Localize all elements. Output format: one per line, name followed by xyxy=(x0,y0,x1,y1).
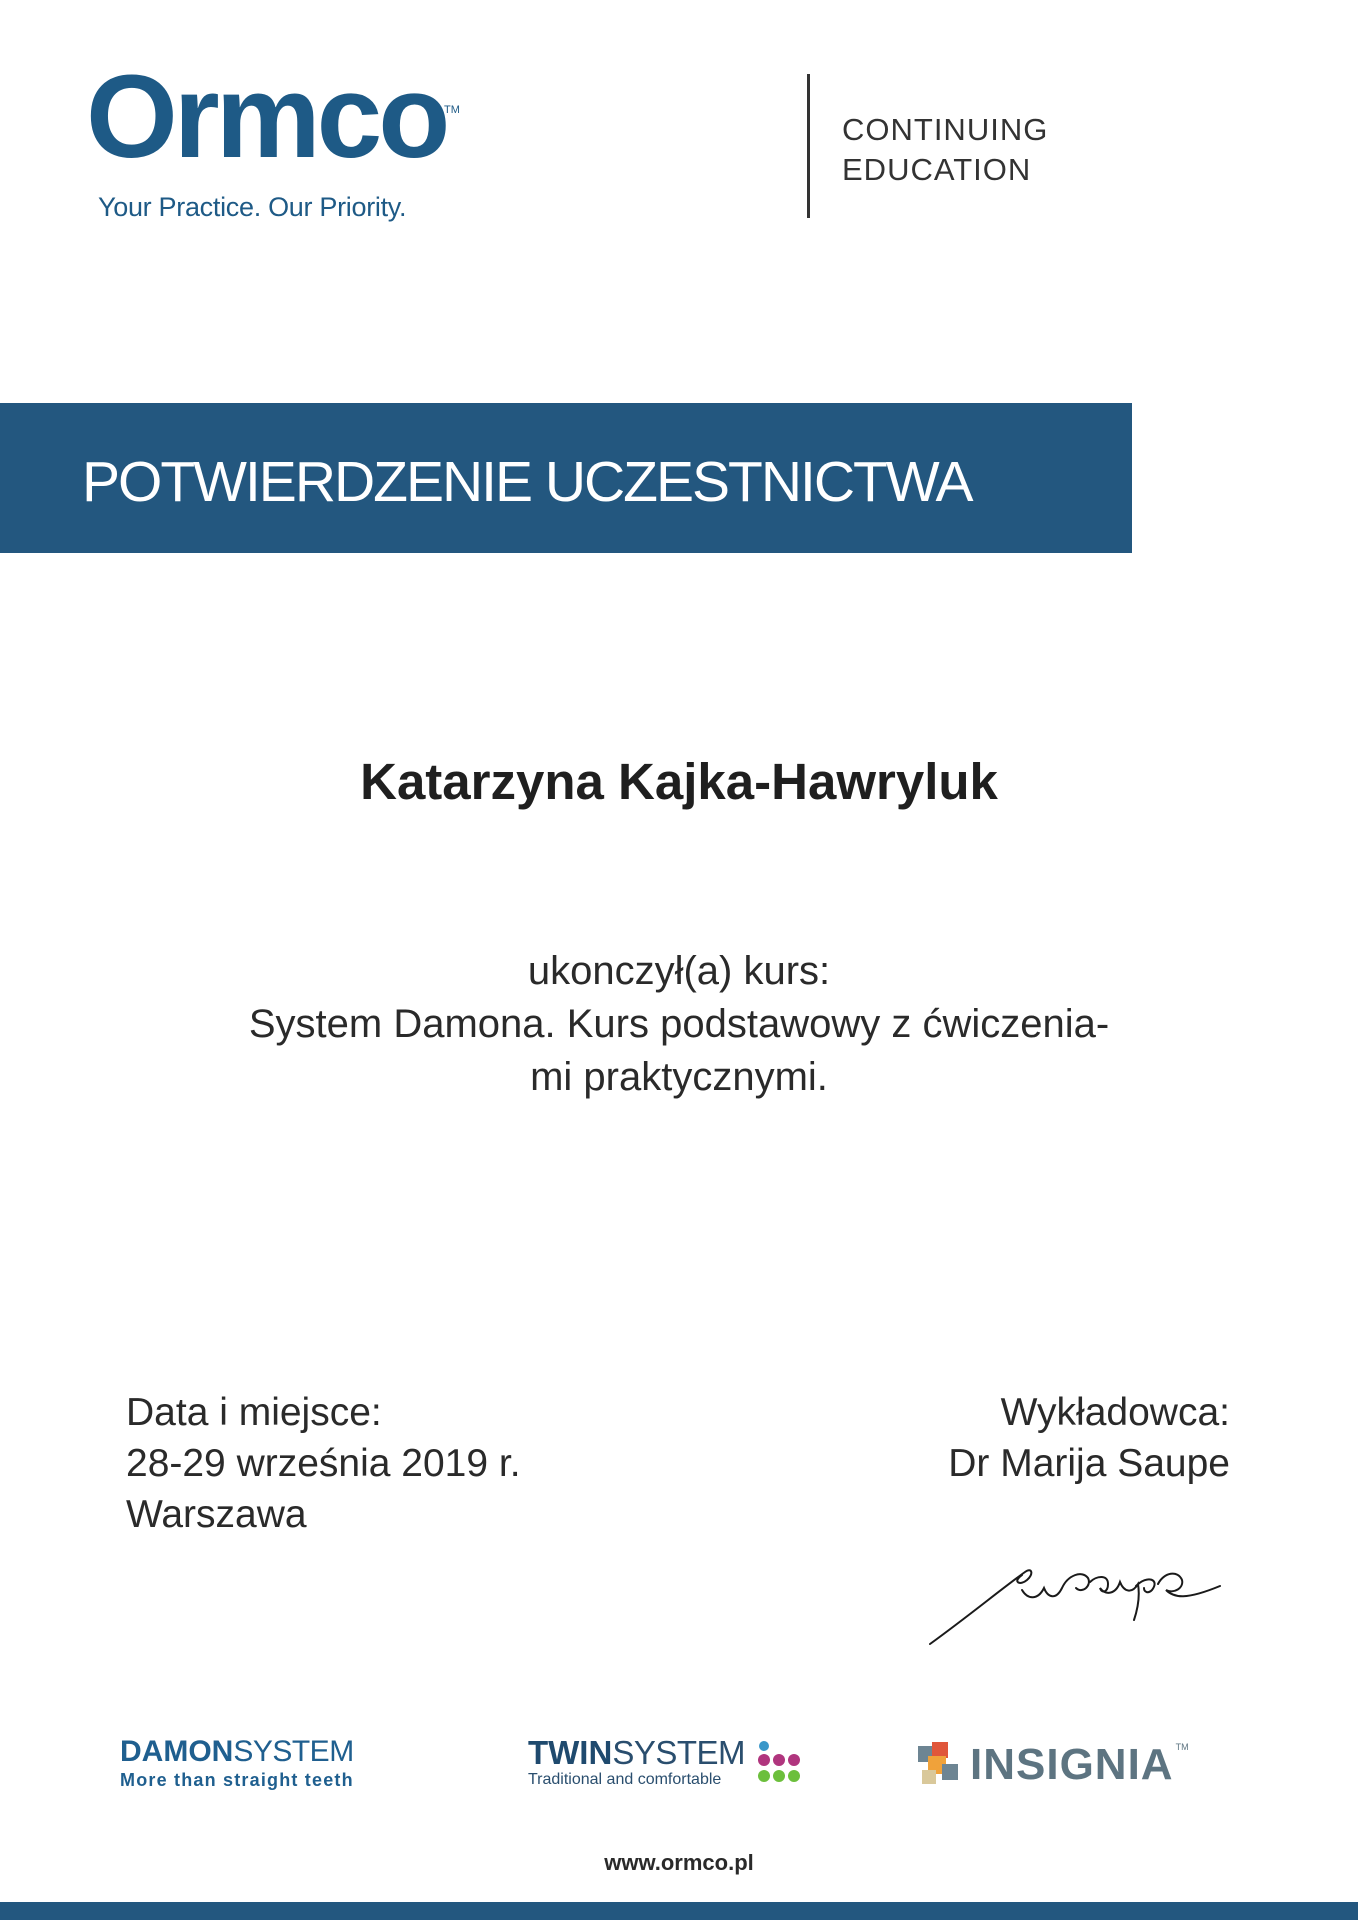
date-place-block xyxy=(126,1387,521,1540)
website-link[interactable]: www.ormco.pl xyxy=(604,1850,754,1875)
insignia-wordmark: INSIGNIA xyxy=(970,1740,1174,1789)
lecturer-signature xyxy=(920,1530,1240,1665)
twin-dots-icon xyxy=(756,1738,814,1788)
twin-tagline: Traditional and comfortable xyxy=(528,1771,722,1788)
certificate-title: POTWIERDZENIE UCZESTNICTWA xyxy=(82,450,972,514)
damon-tagline: More than straight teeth xyxy=(120,1770,354,1790)
damon-system-logo xyxy=(120,1736,354,1791)
ormco-tagline: Your Practice. Our Priority. xyxy=(98,192,407,222)
twin-logo-bold: TWIN xyxy=(528,1734,613,1771)
lecturer-name: Dr Marija Saupe xyxy=(948,1442,1230,1485)
recipient-name: Katarzyna Kajka-Hawryluk xyxy=(360,753,998,810)
damon-logo-light: SYSTEM xyxy=(233,1735,354,1768)
ormco-logo-wordmark: Ormco xyxy=(86,51,447,183)
program-line-2: EDUCATION xyxy=(842,152,1032,187)
ormco-trademark: TM xyxy=(444,104,460,116)
bottom-bar xyxy=(0,1902,1358,1920)
lecturer-label: Wykładowca: xyxy=(1000,1391,1230,1434)
course-date: 28-29 września 2019 r. xyxy=(126,1442,521,1485)
course-city: Warszawa xyxy=(126,1493,307,1536)
insignia-logo xyxy=(918,1742,1189,1788)
course-name-line-2: mi praktycznymi. xyxy=(530,1055,828,1099)
insignia-mark-icon xyxy=(918,1742,962,1788)
twin-system-logo xyxy=(528,1736,745,1789)
lecturer-block xyxy=(948,1387,1230,1489)
program-line-1: CONTINUING xyxy=(842,112,1049,147)
twin-logo-light: SYSTEM xyxy=(612,1734,746,1771)
date-place-label: Data i miejsce: xyxy=(126,1391,382,1434)
course-name-line-1: System Damona. Kurs podstawowy z ćwiczenia- xyxy=(248,1002,1110,1046)
damon-logo-bold: DAMON xyxy=(120,1735,234,1768)
program-label xyxy=(842,110,1048,190)
header-divider xyxy=(807,74,810,218)
title-banner xyxy=(0,403,1132,553)
insignia-trademark: TM xyxy=(1175,1742,1189,1752)
signature-icon xyxy=(920,1530,1240,1660)
course-description xyxy=(0,945,1358,1104)
course-completed-label: ukonczył(a) kurs: xyxy=(527,949,831,993)
